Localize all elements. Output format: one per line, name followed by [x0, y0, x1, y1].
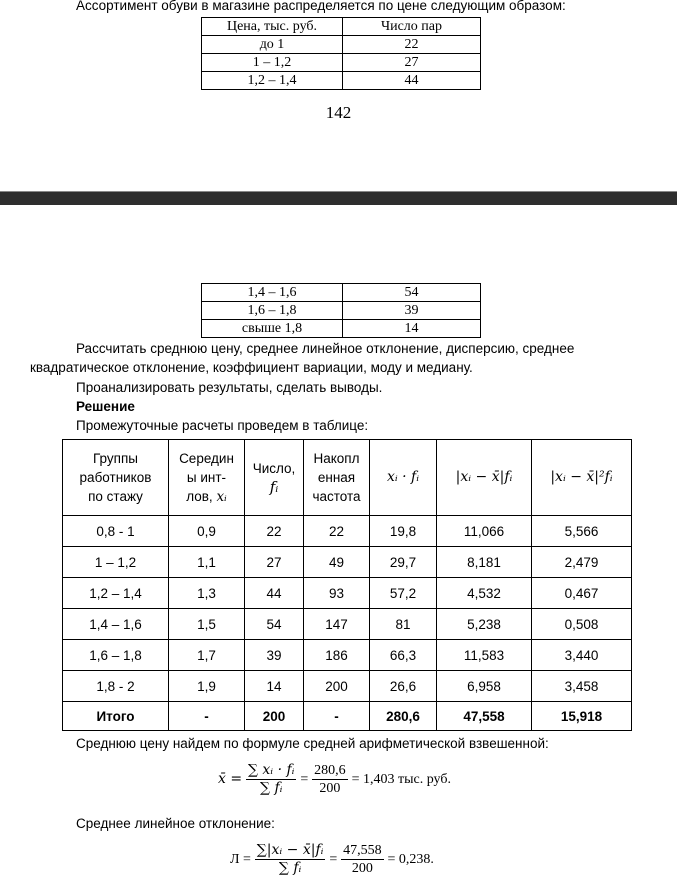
header-cell-groups	[63, 440, 169, 516]
task-line-1: Рассчитать среднюю цену, среднее линейное отклонение, дисперсию, среднее	[76, 341, 575, 356]
table-row	[63, 578, 632, 609]
table-row	[63, 640, 632, 671]
table-cell: 3,440	[532, 640, 632, 671]
mad-text: Среднее линейное отклонение:	[76, 816, 275, 831]
calc-intro: Промежуточные расчеты проведем в таблице:	[76, 418, 369, 433]
header-cell-cumulative	[304, 440, 370, 516]
header-cell: Число пар	[343, 18, 481, 36]
table-cell: 54	[343, 284, 481, 302]
table-cell: 1,4 – 1,6	[202, 284, 343, 302]
table-cell: 44	[343, 72, 481, 90]
result: = 0,238.	[387, 852, 434, 868]
fraction	[255, 842, 326, 877]
table-cell: свыше 1,8	[202, 320, 343, 338]
table-cell: 200	[245, 702, 304, 731]
numerator: 47,558	[343, 843, 382, 858]
table-cell: 147	[304, 609, 370, 640]
task-line-2: квадратическое отклонение, коэффициент вариации, моду и медиану.	[30, 360, 473, 375]
table-cell: 22	[245, 516, 304, 547]
table-cell: 0,508	[532, 609, 632, 640]
table-cell: 6,958	[437, 671, 532, 702]
table-row	[63, 609, 632, 640]
table-cell: 280,6	[370, 702, 437, 731]
math-var: fᵢ	[269, 477, 279, 496]
table-cell: 1,2 – 1,4	[202, 72, 343, 90]
table-cell: 47,558	[437, 702, 532, 731]
table-total-row	[63, 702, 632, 731]
table-cell: 1,4 – 1,6	[63, 609, 169, 640]
header-line: енная	[317, 470, 356, 485]
table-cell: 5,238	[437, 609, 532, 640]
table-cell: 1,6 – 1,8	[63, 640, 169, 671]
header-line	[169, 487, 244, 507]
table-row	[63, 547, 632, 578]
denominator: 200	[351, 861, 373, 876]
table-cell: -	[304, 702, 370, 731]
header-cell: Цена, тыс. руб.	[202, 18, 343, 36]
math-lhs: Л =	[230, 852, 251, 868]
header-line: Середин	[179, 450, 234, 466]
table-cell: 44	[245, 578, 304, 609]
table-cell: 66,3	[370, 640, 437, 671]
table-cell: 93	[304, 578, 370, 609]
table-cell: 1,9	[169, 671, 245, 702]
header-text: лов,	[186, 488, 213, 504]
denominator: ∑ fᵢ	[260, 780, 283, 796]
header-line: Число,	[252, 460, 296, 476]
table-cell: 81	[370, 609, 437, 640]
header-line: ы инт-	[186, 469, 227, 485]
table-cell: 27	[245, 547, 304, 578]
table-cell: до 1	[202, 36, 343, 54]
header-cell-abs-dev: |xᵢ − x̄|fᵢ	[437, 440, 532, 516]
table-cell: 0,9	[169, 516, 245, 547]
table-cell: 1 – 1,2	[202, 54, 343, 72]
table-row	[202, 302, 481, 320]
header-cell-sq-dev: |xᵢ − x̄|²fᵢ	[532, 440, 632, 516]
table-cell: 186	[304, 640, 370, 671]
table-cell: 19,8	[370, 516, 437, 547]
table-cell: 2,479	[532, 547, 632, 578]
table-cell: 54	[245, 609, 304, 640]
table-cell: 15,918	[532, 702, 632, 731]
table-cell: 200	[304, 671, 370, 702]
denominator: ∑ fᵢ	[278, 860, 302, 876]
table-cell: -	[169, 702, 245, 731]
table-cell: 0,8 - 1	[63, 516, 169, 547]
table-cell: 1 – 1,2	[63, 547, 169, 578]
mad-formula: Л = $\frac{\text{∑|xᵢ − x̄|fᵢ}}{\text{∑ fᵢ}}$ = $\frac{47,558}{200}$ = 0,238.	[230, 842, 434, 876]
table-cell: 39	[245, 640, 304, 671]
fraction	[341, 842, 384, 877]
table-cell: 5,566	[532, 516, 632, 547]
denominator: 200	[319, 781, 341, 796]
table-cell: 1,5	[169, 609, 245, 640]
price-table-top	[201, 17, 481, 90]
table-cell: 11,066	[437, 516, 532, 547]
math-lhs: x̄ =	[218, 771, 243, 788]
mean-text: Среднюю цену найдем по формуле средней арифметической взвешенной:	[76, 736, 549, 751]
table-row	[63, 516, 632, 547]
table-cell: 22	[304, 516, 370, 547]
table-cell: 11,583	[437, 640, 532, 671]
table-cell: 26,6	[370, 671, 437, 702]
table-row	[202, 320, 481, 338]
fraction	[312, 762, 348, 797]
mean-formula: x̄ = $\frac{\text{∑ xᵢ · fᵢ}}{\text{∑ fᵢ}}$ = $\frac{280,6}{200}$ = 1,403 тыс. руб.	[218, 762, 451, 796]
page-number: 142	[325, 103, 352, 122]
table-cell: 4,532	[437, 578, 532, 609]
solution-heading: Решение	[76, 399, 135, 414]
numerator: ∑|xᵢ − x̄|fᵢ	[256, 842, 324, 858]
header-line: работников	[79, 470, 152, 485]
intro-text: Ассортимент обуви в магазине распределяется по цене следующим образом:	[76, 0, 566, 13]
table-cell: 29,7	[370, 547, 437, 578]
table-row	[63, 671, 632, 702]
table-cell: 39	[343, 302, 481, 320]
header-line: Накопл	[313, 451, 360, 466]
result: = 1,403 тыс. руб.	[351, 772, 451, 788]
page-break-divider	[0, 192, 677, 205]
table-cell: 1,8 - 2	[63, 671, 169, 702]
table-cell: Итого	[63, 702, 169, 731]
table-cell: 0,467	[532, 578, 632, 609]
table-cell: 27	[343, 54, 481, 72]
numerator: 280,6	[314, 763, 346, 778]
table-cell: 1,6 – 1,8	[202, 302, 343, 320]
table-row	[202, 284, 481, 302]
table-cell: 1,2 – 1,4	[63, 578, 169, 609]
table-cell: 3,458	[532, 671, 632, 702]
table-cell: 1,1	[169, 547, 245, 578]
math-var: xᵢ	[216, 488, 227, 505]
header-line: Группы	[93, 451, 138, 466]
header-line: частота	[312, 489, 361, 504]
table-row	[202, 36, 481, 54]
table-cell: 49	[304, 547, 370, 578]
table-row	[202, 54, 481, 72]
fraction	[246, 762, 297, 797]
calc-table	[62, 439, 632, 731]
task-line-3: Проанализировать результаты, сделать выводы.	[76, 380, 383, 395]
price-table-bottom	[201, 283, 481, 338]
table-cell: 14	[245, 671, 304, 702]
table-cell: 22	[343, 36, 481, 54]
table-header-row	[202, 18, 481, 36]
table-cell: 8,181	[437, 547, 532, 578]
header-line: по стажу	[88, 489, 143, 504]
table-cell: 57,2	[370, 578, 437, 609]
header-cell-midpoints	[169, 440, 245, 516]
table-cell: 1,3	[169, 578, 245, 609]
table-cell: 1,7	[169, 640, 245, 671]
numerator: ∑ xᵢ · fᵢ	[247, 762, 295, 778]
table-cell: 14	[343, 320, 481, 338]
header-cell-xf: xᵢ · fᵢ	[370, 440, 437, 516]
table-header-row	[63, 440, 632, 516]
table-row	[202, 72, 481, 90]
header-cell-count	[245, 440, 304, 516]
